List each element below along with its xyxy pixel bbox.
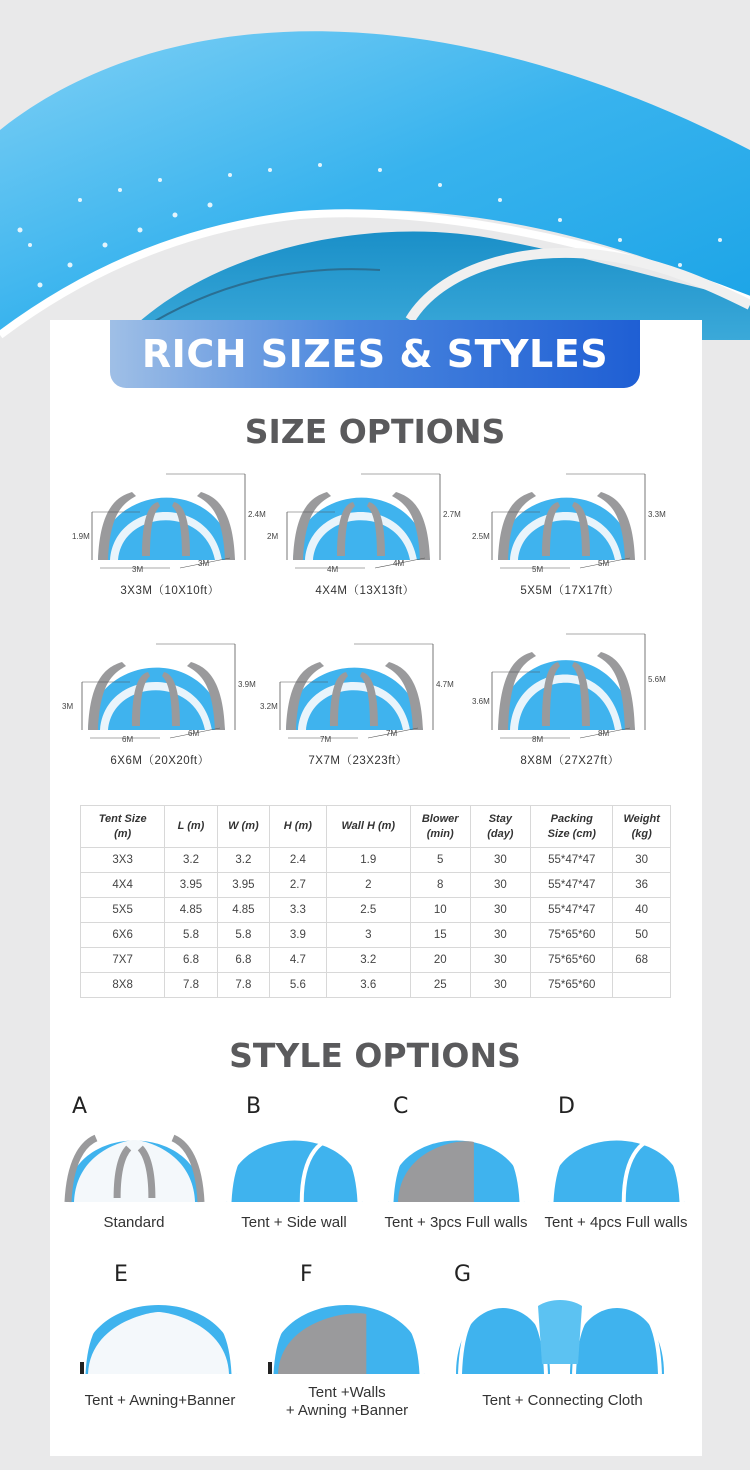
table-cell: 3.6 [326, 973, 410, 998]
spec-table [80, 805, 671, 998]
table-cell: 30 [470, 898, 531, 923]
table-cell: 50 [613, 923, 671, 948]
table-cell: 36 [613, 873, 671, 898]
table-header-unit: Size (cm) [547, 827, 596, 840]
dimension-label: 7M [320, 735, 332, 744]
style-caption-c: Tent + 3pcs Full walls [384, 1214, 528, 1231]
table-cell: 30 [470, 848, 531, 873]
dimension-label: 3.3M [648, 510, 666, 519]
table-cell: 2 [326, 873, 410, 898]
table-cell: 5 [410, 848, 470, 873]
table-cell: 3.9 [270, 923, 327, 948]
size-caption: 3X3M（10X10ft） [120, 585, 220, 597]
size-caption: 5X5M（17X17ft） [520, 585, 620, 597]
tent-wall [398, 1141, 474, 1202]
style-letter: E [114, 1262, 128, 1287]
table-row [81, 873, 671, 898]
table-cell: 5.8 [217, 923, 269, 948]
table-cell: 25 [410, 973, 470, 998]
size-caption: 4X4M（13X13ft） [315, 585, 415, 597]
table-cell: 15 [410, 923, 470, 948]
table-header-cell [531, 806, 613, 848]
tent-dimension-icon [258, 630, 458, 750]
dimension-label: 5M [532, 565, 544, 574]
table-header-unit: (day) [487, 827, 514, 840]
banner-title: RICH SIZES & STYLES [141, 332, 609, 376]
style-caption-a: Standard [103, 1214, 165, 1231]
style-letter: A [72, 1094, 88, 1119]
size-item-8x8 [470, 620, 670, 770]
banner-pole [268, 1362, 272, 1374]
table-header-cell [613, 806, 671, 848]
style-caption-f-line1: Tent +Walls [308, 1384, 386, 1401]
table-header-unit: (kg) [631, 827, 652, 840]
table-cell: 5X5 [81, 898, 165, 923]
tent-canopy [548, 1141, 685, 1203]
hero-tent-image [0, 0, 750, 340]
table-header-cell [165, 806, 217, 848]
table-cell: 3.95 [217, 873, 269, 898]
tent-style-f-image [264, 1280, 429, 1380]
style-caption-g: Tent + Connecting Cloth [482, 1392, 643, 1409]
table-cell: 30 [470, 973, 531, 998]
table-cell: 4.85 [217, 898, 269, 923]
tent-dimension-icon [470, 460, 670, 580]
table-cell: 6.8 [165, 948, 217, 973]
table-cell [613, 973, 671, 998]
table-cell: 30 [470, 873, 531, 898]
table-header-cell [410, 806, 470, 848]
dimension-label: 2.4M [248, 510, 266, 519]
dimension-label: 3M [62, 702, 74, 711]
table-cell: 8 [410, 873, 470, 898]
dimension-label: 3.9M [238, 680, 256, 689]
dimension-label: 6M [122, 735, 134, 744]
tent-style-c-image [384, 1118, 529, 1208]
dimension-label: 4.7M [436, 680, 454, 689]
table-cell: 3X3 [81, 848, 165, 873]
size-options-title: SIZE OPTIONS [244, 412, 506, 451]
size-item-3x3 [70, 460, 270, 610]
table-cell: 5.8 [165, 923, 217, 948]
table-row [81, 923, 671, 948]
banner-pole [80, 1362, 84, 1374]
dimension-label: 3M [198, 559, 210, 568]
size-caption: 7X7M（23X23ft） [308, 755, 408, 767]
table-header-cell [81, 806, 165, 848]
table-cell: 55*47*47 [531, 848, 613, 873]
table-cell: 75*65*60 [531, 923, 613, 948]
dimension-label: 2.7M [443, 510, 461, 519]
table-header-row [81, 806, 671, 848]
table-row [81, 948, 671, 973]
tent-style-d-image [544, 1118, 689, 1208]
style-caption-f-line2: + Awning +Banner [285, 1402, 409, 1419]
table-row [81, 898, 671, 923]
tent-dimension-icon [70, 460, 270, 580]
table-cell: 5.6 [270, 973, 327, 998]
table-cell: 10 [410, 898, 470, 923]
table-header-cell [270, 806, 327, 848]
size-item-6x6 [60, 630, 260, 780]
table-header-cell [217, 806, 269, 848]
table-cell: 7.8 [165, 973, 217, 998]
table-cell: 7X7 [81, 948, 165, 973]
style-letter: D [558, 1094, 575, 1119]
table-header-unit: (min) [426, 827, 454, 840]
table-header-text: Stay [488, 812, 512, 825]
tent-style-e-image [76, 1280, 241, 1380]
tent-opening [74, 1140, 195, 1202]
size-caption: 8X8M（27X27ft） [520, 755, 620, 767]
dimension-label: 4M [327, 565, 339, 574]
style-letter: B [246, 1094, 262, 1119]
tent-style-b-image [222, 1118, 367, 1208]
table-header-text: W (m) [228, 820, 259, 832]
table-cell: 2.5 [326, 898, 410, 923]
table-cell: 30 [613, 848, 671, 873]
tent-style-g-image [450, 1280, 675, 1380]
tent-dimension-icon [265, 460, 465, 580]
dimension-label: 3.2M [260, 702, 278, 711]
dimension-label: 2.5M [472, 532, 490, 541]
table-header-text: Blower [421, 812, 459, 825]
table-cell: 30 [470, 948, 531, 973]
dimension-label: 4M [393, 559, 405, 568]
table-cell: 3.3 [270, 898, 327, 923]
dimension-label: 5M [598, 559, 610, 568]
size-item-5x5 [470, 460, 670, 610]
table-cell: 68 [613, 948, 671, 973]
table-cell: 20 [410, 948, 470, 973]
size-caption: 6X6M（20X20ft） [110, 755, 210, 767]
table-header-text: Tent Size [98, 812, 147, 825]
dimension-label: 8M [598, 729, 610, 738]
table-row [81, 848, 671, 873]
style-caption-d: Tent + 4pcs Full walls [544, 1214, 688, 1231]
tent-dimension-icon [60, 630, 260, 750]
table-cell: 4.85 [165, 898, 217, 923]
table-header-text: Wall H (m) [341, 820, 396, 832]
table-cell: 3.2 [217, 848, 269, 873]
table-cell: 4X4 [81, 873, 165, 898]
table-cell: 3.2 [326, 948, 410, 973]
dimension-label: 1.9M [72, 532, 90, 541]
table-cell: 40 [613, 898, 671, 923]
table-header-cell [470, 806, 531, 848]
dimension-label: 6M [188, 729, 200, 738]
tent-wall [278, 1313, 366, 1374]
table-cell: 2.7 [270, 873, 327, 898]
table-header-text: Weight [623, 812, 660, 825]
style-caption-e: Tent + Awning+Banner [84, 1392, 236, 1409]
table-cell: 8X8 [81, 973, 165, 998]
table-header-text: H (m) [283, 820, 312, 832]
table-cell: 1.9 [326, 848, 410, 873]
table-cell: 55*47*47 [531, 873, 613, 898]
table-header-cell [326, 806, 410, 848]
table-cell: 55*47*47 [531, 898, 613, 923]
style-options-title: STYLE OPTIONS [229, 1036, 521, 1075]
table-cell: 75*65*60 [531, 948, 613, 973]
tent-dimension-icon [470, 620, 670, 750]
table-row [81, 973, 671, 998]
style-caption-b: Tent + Side wall [241, 1214, 347, 1231]
dimension-label: 3M [132, 565, 144, 574]
table-cell: 4.7 [270, 948, 327, 973]
dimension-label: 7M [386, 729, 398, 738]
style-letter: C [393, 1094, 409, 1119]
style-letter: F [300, 1262, 313, 1287]
table-cell: 3.2 [165, 848, 217, 873]
table-cell: 75*65*60 [531, 973, 613, 998]
dimension-label: 3.6M [472, 697, 490, 706]
connecting-cloth [538, 1300, 582, 1364]
tent-style-a-image [62, 1118, 207, 1208]
table-header-unit: (m) [114, 827, 132, 840]
title-banner [110, 320, 640, 388]
style-letter: G [454, 1262, 472, 1287]
table-cell: 30 [470, 923, 531, 948]
table-header-text: L (m) [177, 820, 205, 832]
dimension-label: 2M [267, 532, 279, 541]
style-caption-f [262, 1384, 432, 1420]
tent-canopy [226, 1141, 363, 1203]
table-cell: 6.8 [217, 948, 269, 973]
table-header-text: Packing [550, 812, 593, 825]
table-cell: 3 [326, 923, 410, 948]
table-cell: 2.4 [270, 848, 327, 873]
table-cell: 6X6 [81, 923, 165, 948]
table-cell: 7.8 [217, 973, 269, 998]
size-item-4x4 [265, 460, 465, 610]
dimension-label: 5.6M [648, 675, 666, 684]
table-cell: 3.95 [165, 873, 217, 898]
dimension-label: 8M [532, 735, 544, 744]
size-item-7x7 [258, 630, 458, 780]
